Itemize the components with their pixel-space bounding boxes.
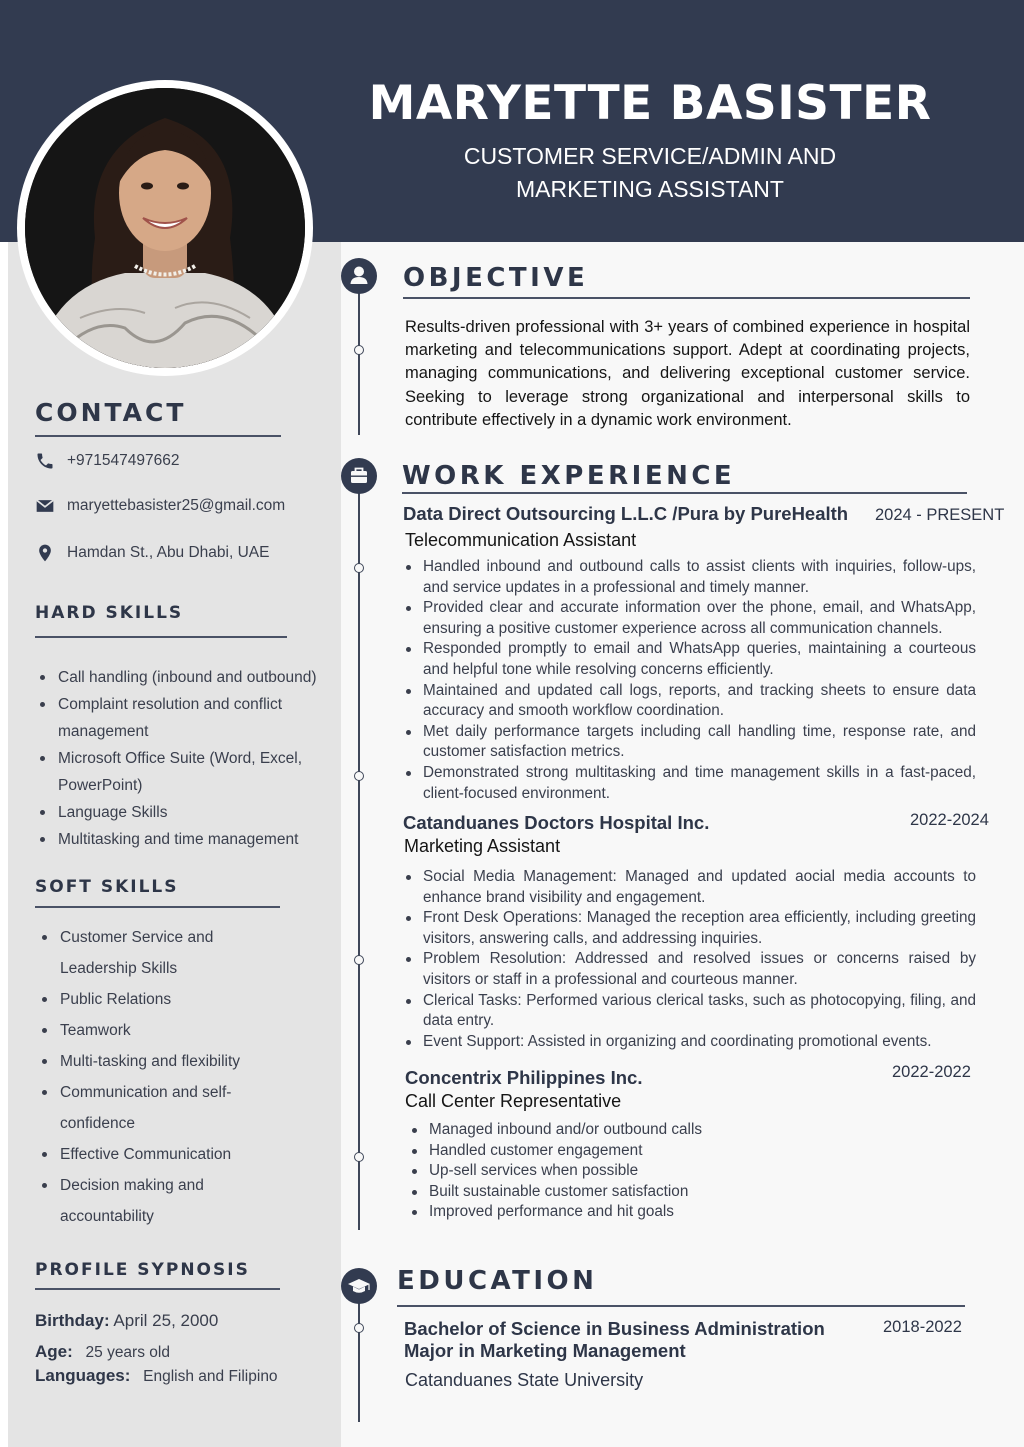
list-item: Call handling (inbound and outbound)	[38, 664, 328, 691]
education-divider	[397, 1305, 965, 1307]
timeline-line-education	[358, 1300, 360, 1422]
list-item: Multi-tasking and flexibility	[40, 1046, 300, 1077]
job-role: Telecommunication Assistant	[405, 530, 637, 550]
phone-icon	[35, 451, 55, 471]
list-item: Provided clear and accurate information over the phone, email, and WhatsApp, ensuring a positive customer experience across all communication channels.	[404, 598, 976, 639]
soft-skills-list	[40, 922, 300, 1232]
profile-photo-illustration	[25, 88, 305, 368]
list-item: Language Skills	[38, 799, 328, 826]
profile-divider	[35, 1288, 280, 1290]
school-name: Catanduanes State University	[405, 1370, 644, 1390]
objective-heading: OBJECTIVE	[403, 263, 589, 293]
degree	[404, 1318, 854, 1361]
job-bullets	[404, 557, 976, 804]
degree-line-2: Major in Marketing Management	[404, 1339, 686, 1361]
languages-value: English and Filipino	[143, 1368, 278, 1385]
profile-heading: PROFILE SYPNOSIS	[35, 1260, 250, 1280]
list-item: Communication and self-confidence	[40, 1077, 235, 1139]
job-title-line-2: MARKETING ASSISTANT	[516, 176, 784, 202]
list-item: Clerical Tasks: Performed various clerical tasks, such as photocopying, filing, and data entry.	[404, 991, 976, 1032]
list-item: Teamwork	[40, 1015, 300, 1046]
company-name: Data Direct Outsourcing L.L.C /Pura by PureHealth	[403, 503, 849, 524]
list-item: Met daily performance targets including call handling time, response rate, and customer satisfaction metrics.	[404, 722, 976, 763]
education-heading: EDUCATION	[397, 1266, 598, 1296]
list-item: Built sustainable customer satisfaction	[410, 1182, 810, 1203]
contact-email-row	[35, 496, 285, 516]
birthday-label: Birthday:	[35, 1311, 110, 1330]
education-dates: 2018-2022	[883, 1318, 962, 1336]
email-address[interactable]: maryettebasister25@gmail.com	[67, 497, 286, 514]
list-item: Front Desk Operations: Managed the reception area efficiently, including greeting visitors, answering calls, and addressing inquiries.	[404, 908, 976, 949]
job-dates: 2022-2024	[910, 811, 989, 829]
soft-skills-divider	[35, 906, 280, 908]
list-item: Effective Communication	[40, 1139, 300, 1170]
list-item: Social Media Management: Managed and updated aocial media accounts to enhance brand visibility and engagement.	[404, 867, 976, 908]
timeline-dot	[354, 563, 364, 573]
list-item: Managed inbound and/or outbound calls	[410, 1120, 810, 1141]
job-role: Call Center Representative	[405, 1091, 622, 1111]
work-experience-heading: WORK EXPERIENCE	[402, 461, 736, 491]
company-name: Concentrix Philippines Inc.	[405, 1067, 643, 1088]
hard-skills-list	[38, 664, 328, 853]
phone-number[interactable]: +971547497662	[67, 452, 180, 469]
briefcase-icon	[341, 458, 377, 494]
hard-skills-heading: HARD SKILLS	[35, 603, 184, 623]
objective-text: Results-driven professional with 3+ years of combined experience in hospital marketing and telecommunications support. Adept at coordinating projects, managing communications, and delivering exceptional customer service. Seeking to leverage strong organizational and interpersonal skills to contribute effectively in a dynamic work environment.	[405, 318, 970, 429]
resume-name: MARYETTE BASISTER	[368, 76, 932, 131]
job-bullets	[404, 867, 976, 1052]
soft-skills-heading: SOFT SKILLS	[35, 877, 179, 897]
graduation-cap-icon	[341, 1268, 377, 1304]
timeline-dot	[354, 345, 364, 355]
list-item: Responded promptly to email and WhatsApp queries, maintaining a courteous and helpful tone while resolving concerns efficiently.	[404, 639, 976, 680]
address: Hamdan St., Abu Dhabi, UAE	[67, 544, 270, 561]
timeline-dot	[354, 955, 364, 965]
list-item: Multitasking and time management	[38, 826, 328, 853]
list-item: Handled inbound and outbound calls to assist clients with inquiries, follow-ups, and service updates in a professional and timely manner.	[404, 557, 976, 598]
age-label: Age:	[35, 1342, 73, 1361]
age-row	[35, 1342, 170, 1362]
contact-divider	[35, 435, 281, 437]
company-name: Catanduanes Doctors Hospital Inc.	[403, 812, 710, 833]
list-item: Demonstrated strong multitasking and time management skills in a fast-paced, client-focused environment.	[404, 763, 976, 804]
list-item: Decision making and accountability	[40, 1170, 220, 1232]
list-item: Microsoft Office Suite (Word, Excel, PowerPoint)	[38, 745, 308, 799]
job-title-line-1: CUSTOMER SERVICE/ADMIN AND	[463, 143, 837, 169]
timeline-dot	[354, 1323, 364, 1333]
job-dates: 2024 - PRESENT	[875, 506, 1005, 524]
profile-photo	[25, 88, 305, 368]
timeline-dot	[354, 771, 364, 781]
location-pin-icon	[35, 543, 55, 563]
contact-address-row	[35, 543, 269, 563]
contact-heading: CONTACT	[35, 398, 187, 427]
list-item: Public Relations	[40, 984, 300, 1015]
birthday-value: April 25, 2000	[113, 1311, 219, 1330]
timeline-line-objective	[358, 292, 360, 435]
list-item: Up-sell services when possible	[410, 1161, 810, 1182]
list-item: Event Support: Assisted in organizing and coordinating promotional events.	[404, 1032, 976, 1053]
envelope-icon	[35, 496, 55, 516]
work-experience-divider	[402, 492, 967, 494]
timeline-dot	[354, 1152, 364, 1162]
languages-row	[35, 1366, 278, 1386]
contact-phone-row	[35, 451, 180, 471]
list-item: Problem Resolution: Addressed and resolved issues or concerns raised by visitors or staff in a professional and courteous manner.	[404, 949, 976, 990]
degree-line-1: Bachelor of Science in Business Administration	[404, 1318, 825, 1339]
list-item: Handled customer engagement	[410, 1141, 810, 1162]
job-role: Marketing Assistant	[404, 836, 561, 856]
job-bullets	[410, 1120, 810, 1223]
person-icon	[341, 258, 377, 294]
age-value: 25 years old	[85, 1344, 170, 1361]
objective-divider	[403, 297, 970, 299]
list-item: Customer Service and Leadership Skills	[40, 922, 290, 984]
job-title	[400, 140, 900, 206]
job-dates: 2022-2022	[892, 1063, 971, 1081]
list-item: Improved performance and hit goals	[410, 1202, 810, 1223]
birthday-row	[35, 1311, 218, 1331]
languages-label: Languages:	[35, 1366, 131, 1385]
timeline-line-experience	[358, 492, 360, 1230]
list-item: Maintained and updated call logs, reports, and tracking sheets to ensure data accuracy and smooth workflow coordination.	[404, 681, 976, 722]
list-item: Complaint resolution and conflict management	[38, 691, 290, 745]
hard-skills-divider	[35, 636, 287, 638]
